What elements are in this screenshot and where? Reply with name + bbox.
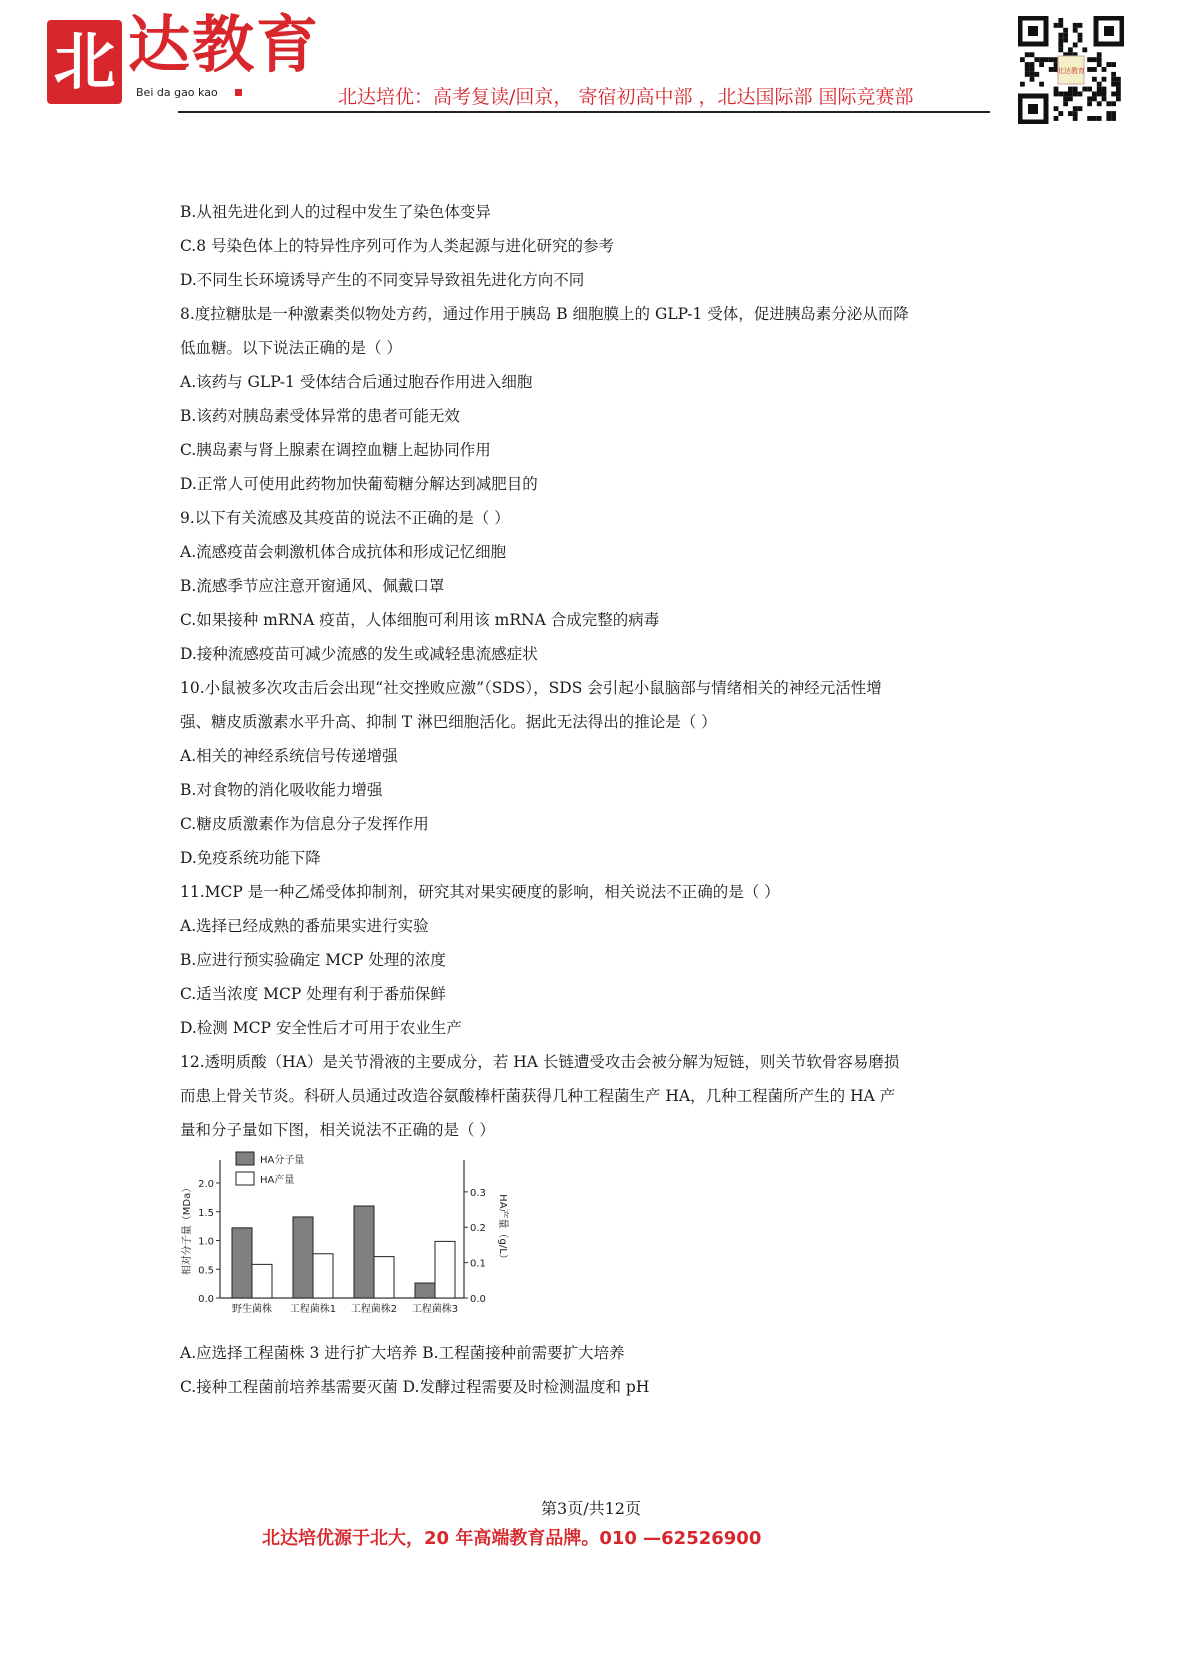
text-line: D.正常人可使用此药物加快葡萄糖分解达到减肥目的 (180, 475, 538, 493)
text-line: 10.小鼠被多次攻击后会出现“社交挫败应激”（SDS），SDS 会引起小鼠脑部与情绪相关的神经元活性增 (180, 679, 882, 697)
y-right-tick-label: 0.3 (470, 1187, 486, 1199)
bar-ha-yield (374, 1257, 394, 1298)
text-line: B.该药对胰岛素受体异常的患者可能无效 (180, 407, 460, 425)
option-line: A.应选择工程菌株 3 进行扩大培养 B.工程菌接种前需要扩大培养 (180, 1344, 625, 1362)
logo-subtitle: Bei da gao kao (136, 86, 218, 99)
y-left-axis-title: 相对分子量（MDa） (182, 1182, 193, 1276)
text-line: 8.度拉糖肽是一种激素类似物处方药，通过作用于胰岛 B 细胞膜上的 GLP-1 受体，促进胰岛素分泌从而降 (180, 305, 909, 323)
ha-chart-svg (180, 1148, 530, 1348)
y-right-tick-label: 0.1 (470, 1258, 486, 1270)
text-line: D.免疫系统功能下降 (180, 849, 321, 867)
bar-ha-yield (252, 1264, 272, 1298)
logo-text: 达教育 (128, 8, 321, 81)
legend-swatch-mw (236, 1152, 254, 1165)
text-line: A.相关的神经系统信号传递增强 (180, 747, 398, 765)
text-line: 9.以下有关流感及其疫苗的说法不正确的是（ ） (180, 509, 510, 527)
text-line: A.流感疫苗会刺激机体合成抗体和形成记忆细胞 (180, 543, 507, 561)
page-number: 第3页/共12页 (541, 1499, 641, 1518)
legend-swatch-yield (236, 1172, 254, 1185)
footer-brand: 北达培优源于北大，20 年高端教育品牌。010 —62526900 (262, 1528, 762, 1549)
ha-chart (180, 1148, 530, 1348)
bar-ha-molecular-weight (232, 1228, 252, 1298)
qr-center-label: 北达教育 (1057, 67, 1085, 75)
x-category-label: 野生菌株 (232, 1304, 272, 1315)
option-line: C.接种工程菌前培养基需要灭菌 D.发酵过程需要及时检测温度和 pH (180, 1378, 650, 1396)
header-divider (178, 111, 990, 113)
y-left-tick-label: 1.0 (198, 1236, 214, 1248)
bar-ha-molecular-weight (354, 1206, 374, 1298)
text-line: 11.MCP 是一种乙烯受体抑制剂，研究其对果实硬度的影响，相关说法不正确的是（ ） (180, 883, 780, 901)
text-line: 量和分子量如下图，相关说法不正确的是（ ） (180, 1121, 495, 1139)
text-line: C.适当浓度 MCP 处理有利于番茄保鲜 (180, 985, 446, 1003)
text-line: C.如果接种 mRNA 疫苗，人体细胞可利用该 mRNA 合成完整的病毒 (180, 611, 660, 629)
text-line: A.选择已经成熟的番茄果实进行实验 (180, 917, 429, 935)
text-line: A.该药与 GLP-1 受体结合后通过胞吞作用进入细胞 (180, 373, 533, 391)
text-line: B.对食物的消化吸收能力增强 (180, 781, 383, 799)
y-right-tick-label: 0.2 (470, 1223, 486, 1235)
text-line: D.检测 MCP 安全性后才可用于农业生产 (180, 1019, 462, 1037)
bar-ha-yield (435, 1241, 455, 1298)
x-category-label: 工程菌株2 (350, 1304, 398, 1315)
legend-label-yield: HA产量 (260, 1175, 295, 1186)
text-line: 低血糖。以下说法正确的是（ ） (180, 339, 402, 357)
question-text (180, 195, 990, 1147)
logo-char: 北 (53, 25, 116, 98)
x-category-label: 工程菌株1 (289, 1304, 337, 1315)
bar-ha-molecular-weight (293, 1217, 313, 1298)
header-tagline: 北达培优：高考复读/回京， 寄宿初高中部 ，北达国际部 国际竞赛部 (338, 86, 914, 108)
bar-ha-yield (313, 1254, 333, 1298)
y-left-tick-label: 1.5 (198, 1207, 214, 1219)
text-line: C.胰岛素与肾上腺素在调控血糖上起协同作用 (180, 441, 491, 459)
x-category-label: 工程菌株3 (411, 1304, 459, 1315)
logo-dot (235, 89, 242, 96)
y-right-axis-title: HA产量（g/L） (497, 1194, 508, 1264)
text-line: D.接种流感疫苗可减少流感的发生或减轻患流感症状 (180, 645, 538, 663)
y-left-tick-label: 2.0 (198, 1179, 214, 1190)
text-line: 而患上骨关节炎。科研人员通过改造谷氨酸棒杆菌获得几种工程菌生产 HA，几种工程菌所产生的 HA 产 (180, 1087, 896, 1105)
legend-label-mw: HA分子量 (260, 1155, 305, 1166)
text-line: C.糖皮质激素作为信息分子发挥作用 (180, 815, 429, 833)
text-line: B.应进行预实验确定 MCP 处理的浓度 (180, 951, 446, 969)
y-left-tick-label: 0.0 (198, 1294, 214, 1305)
brand-logo (47, 20, 122, 104)
text-line: 强、糖皮质激素水平升高、抑制 T 淋巴细胞活化。据此无法得出的推论是（ ） (180, 713, 717, 731)
text-line: C.8 号染色体上的特异性序列可作为人类起源与进化研究的参考 (180, 237, 615, 255)
page-header (0, 0, 1182, 140)
bar-ha-molecular-weight (415, 1283, 435, 1298)
text-line: B.流感季节应注意开窗通风、佩戴口罩 (180, 577, 445, 595)
y-right-tick-label: 0.0 (470, 1294, 486, 1305)
y-left-tick-label: 0.5 (198, 1265, 214, 1277)
text-line: B.从祖先进化到人的过程中发生了染色体变异 (180, 203, 491, 221)
text-line: 12.透明质酸（HA）是关节滑液的主要成分，若 HA 长链遭受攻击会被分解为短链，则关节软骨容易磨损 (180, 1053, 900, 1071)
question-12-options (180, 1336, 990, 1404)
qr-code-icon (1018, 16, 1124, 124)
text-line: D.不同生长环境诱导产生的不同变异导致祖先进化方向不同 (180, 271, 585, 289)
